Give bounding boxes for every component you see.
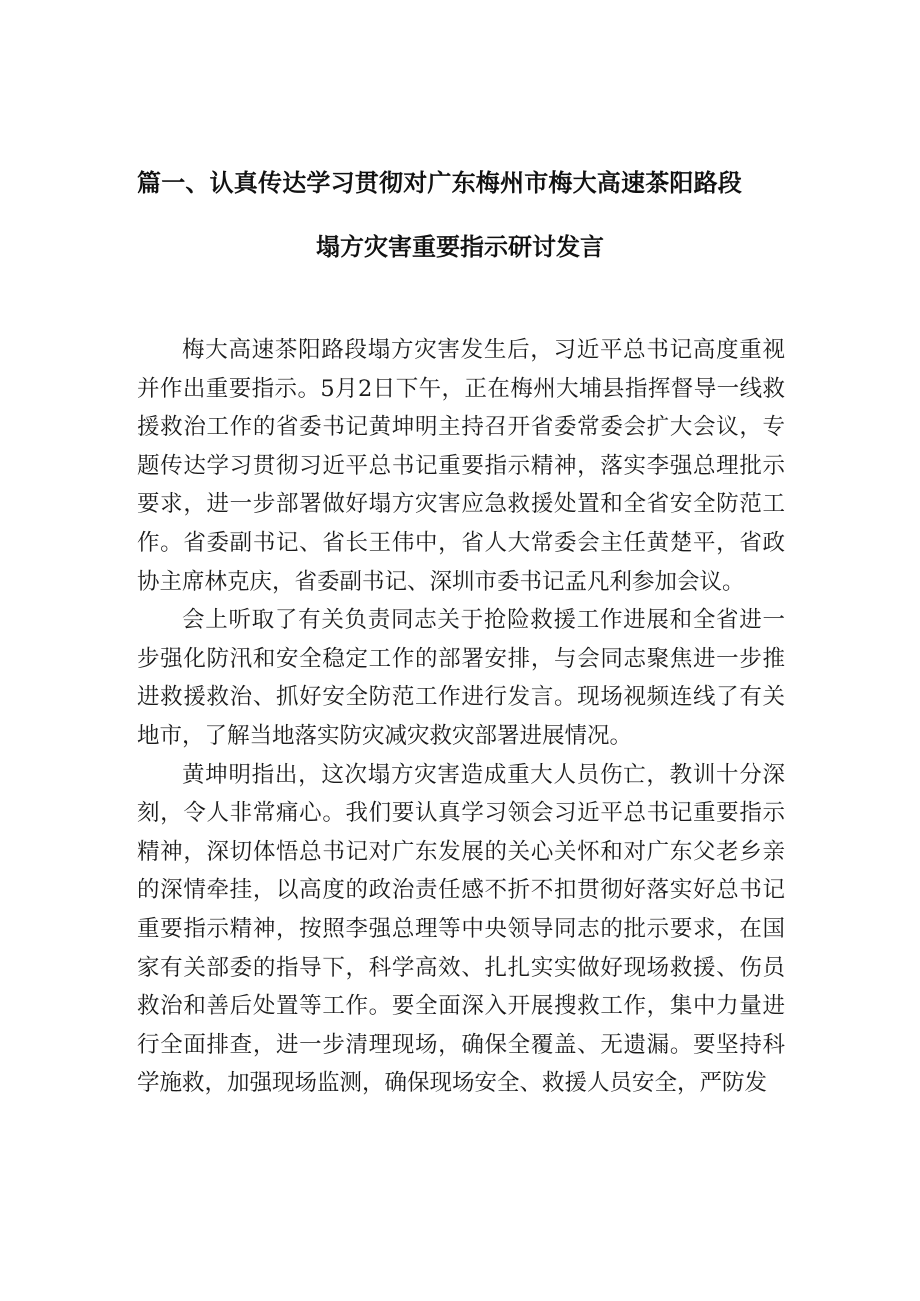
document-title-line-2: 塌方灾害重要指示研讨发言 (316, 233, 604, 261)
document-title-line-1: 篇一、认真传达学习贯彻对广东梅州市梅大高速茶阳路段 (137, 169, 742, 197)
paragraph-1: 梅大高速茶阳路段塌方灾害发生后，习近平总书记高度重视并作出重要指示。5月2日下午，正在梅州大埔县指挥督导一线救援救治工作的省委书记黄坤明主持召开省委常委会扩大会议，专题传达学习贯彻习近平总书记重要指示精神，落实李强总理批示要求，进一步部署做好塌方灾害应急救援处置和全省安全防范工作。省委副书记、省长王伟中，省人大常委会主任黄楚平，省政协主席林克庆，省委副书记、深圳市委书记孟凡利参加会议。 (137, 337, 785, 595)
paragraph-2: 会上听取了有关负责同志关于抢险救援工作进展和全省进一步强化防汛和安全稳定工作的部署安排，与会同志聚焦进一步推进救援救治、抓好安全防范工作进行发言。现场视频连线了有关地市，了解当地落实防灾减灾救灾部署进展情况。 (137, 607, 785, 749)
document-body (137, 331, 785, 1103)
paragraph-3: 黄坤明指出，这次塌方灾害造成重大人员伤亡，教训十分深刻，令人非常痛心。我们要认真学习领会习近平总书记重要指示精神，深切体悟总书记对广东发展的关心关怀和对广东父老乡亲的深情牵挂，以高度的政治责任感不折不扣贯彻好落实好总书记重要指示精神，按照李强总理等中央领导同志的批示要求，在国家有关部委的指导下，科学高效、扎扎实实做好现场救援、伤员救治和善后处置等工作。要全面深入开展搜救工作，集中力量进行全面排查，进一步清理现场，确保全覆盖、无遗漏。要坚持科学施救，加强现场监测，确保现场安全、救援人员安全，严防发 (137, 761, 785, 1097)
